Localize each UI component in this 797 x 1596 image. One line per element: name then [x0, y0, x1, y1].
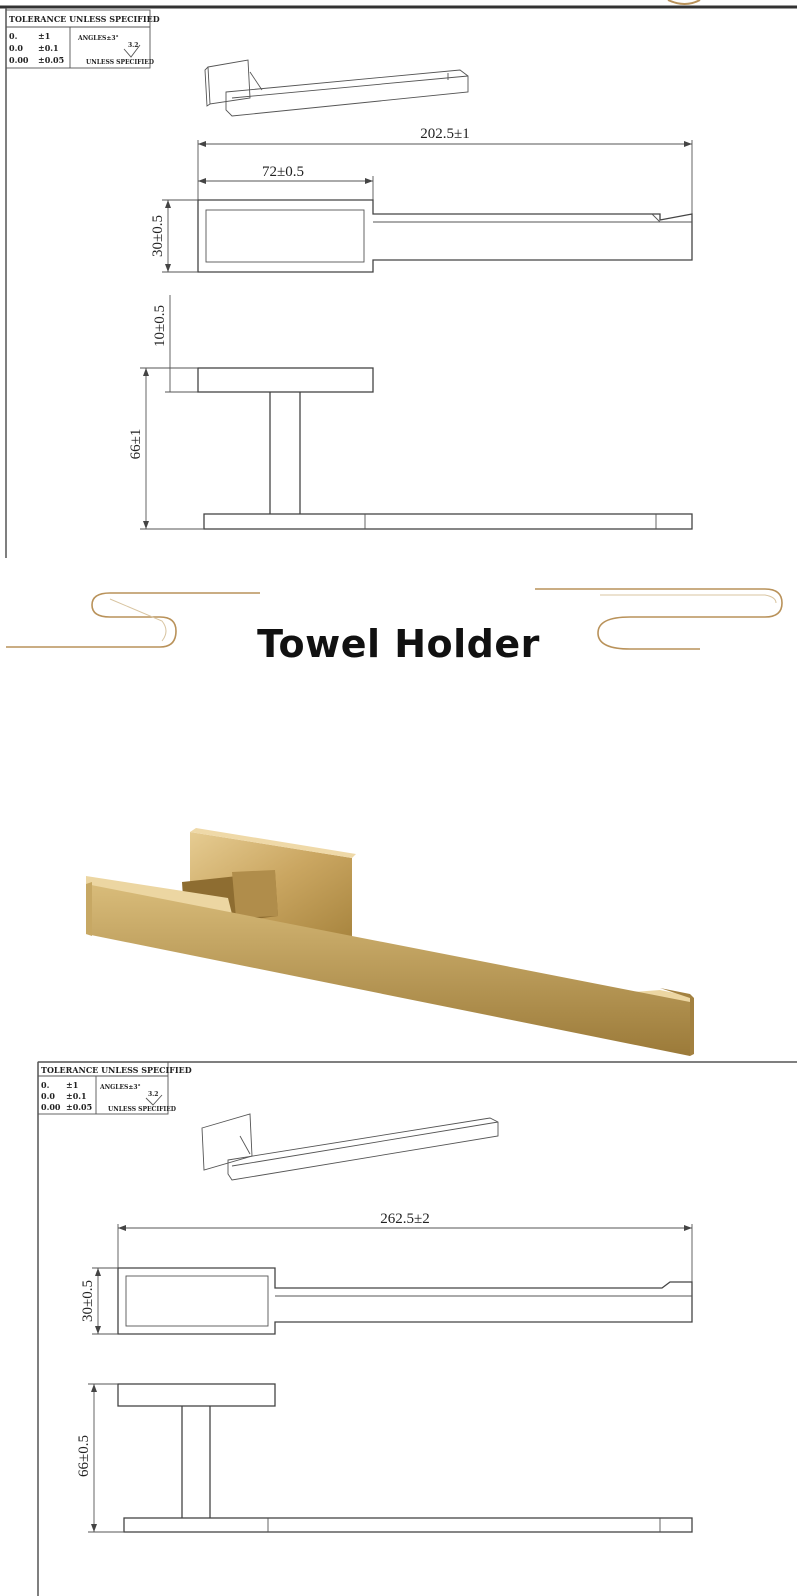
tolerance-row-3-b-b: ±0.05 [66, 1102, 93, 1112]
unless-specified-label: UNLESS SPECIFIED [86, 59, 154, 66]
dim-depth-bottom [76, 1384, 124, 1532]
side-view-top [198, 368, 692, 529]
drawing-top-svg [0, 0, 797, 560]
dim-thickness-top [152, 295, 198, 392]
tolerance-row-3-a: 0.00 [9, 55, 29, 65]
side-view-bottom [118, 1384, 692, 1532]
tolerance-header: TOLERANCE UNLESS SPECIFIED [9, 14, 160, 24]
tolerance-row-1-b: ±1 [38, 31, 51, 41]
technical-drawing-bottom [0, 1056, 797, 1596]
angles-label: ANGLES±3° [78, 35, 119, 42]
right-ornament-inner [600, 595, 776, 603]
dim-height-top [150, 200, 198, 272]
unless-specified-label-b: UNLESS SPECIFIED [108, 1106, 176, 1113]
connector-face [232, 870, 278, 918]
dim-length-bottom [118, 1211, 692, 1282]
tolerance-block-top [6, 10, 160, 68]
tolerance-row-1-a-b: 0. [41, 1080, 50, 1090]
dim-height-label: 30±0.5 [150, 215, 166, 257]
dim-length-label: 202.5±1 [420, 126, 470, 142]
tolerance-row-1-b-b: ±1 [66, 1080, 79, 1090]
tolerance-row-1-a: 0. [9, 31, 18, 41]
dim-depth-label-b: 66±0.5 [76, 1435, 92, 1477]
iso-thumbnail-top [205, 60, 468, 116]
tolerance-block-bottom [38, 1062, 192, 1114]
iso-thumbnail-bottom [202, 1114, 498, 1180]
roughness-value: 3.2 [128, 42, 139, 49]
tolerance-row-2-b: ±0.1 [38, 43, 59, 53]
decor-swoosh [668, 0, 700, 4]
front-view-top [198, 200, 692, 272]
arm-left-end [86, 882, 92, 936]
arm-front-face [86, 884, 690, 1056]
page-title: Towel Holder [257, 622, 540, 666]
tolerance-header-b: TOLERANCE UNLESS SPECIFIED [41, 1065, 192, 1075]
dim-thickness-label: 10±0.5 [152, 305, 168, 347]
roughness-value-b: 3.2 [148, 1091, 159, 1098]
tolerance-row-2-a: 0.0 [9, 43, 23, 53]
tolerance-row-3-a-b: 0.00 [41, 1102, 61, 1112]
tolerance-row-2-b-b: ±0.1 [66, 1091, 87, 1101]
dim-plate-top [198, 164, 373, 200]
technical-drawing-top [0, 0, 797, 560]
tolerance-row-2-a-b: 0.0 [41, 1091, 55, 1101]
tolerance-row-3-b: ±0.05 [38, 55, 65, 65]
dim-height-label-b: 30±0.5 [80, 1280, 96, 1322]
dim-length-label-b: 262.5±2 [380, 1211, 430, 1227]
dim-depth-label: 66±1 [128, 428, 144, 460]
angles-label-b: ANGLES±3° [100, 1084, 141, 1091]
product-photo [0, 820, 797, 1080]
dim-height-bottom [80, 1268, 118, 1334]
drawing-bottom-svg [0, 1056, 797, 1596]
dim-plate-label: 72±0.5 [262, 164, 304, 180]
front-view-bottom [118, 1268, 692, 1334]
